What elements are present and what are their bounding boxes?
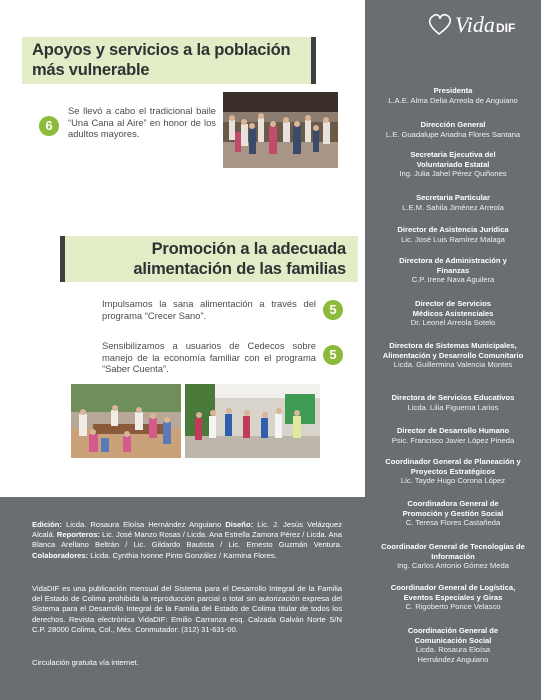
staff-name: Ing. Carlos Antonio Gómez Meda (397, 561, 509, 571)
staff-entry (369, 499, 537, 528)
staff-role: Directora de Servicios Educativos (391, 393, 515, 402)
staff-entry (369, 583, 537, 612)
section-1-title: Apoyos y servicios a la población más vulnerable (32, 41, 291, 79)
kids-exercise-photo (185, 384, 320, 458)
label-reporteros: Reporteros: (56, 530, 100, 540)
section-2-item-2-text: Sensibilizamos a usuarios de Cedecos sobre manejo de la economía familiar con el programa “Saber Cuenta”. (102, 340, 316, 375)
section-1-header (22, 37, 316, 84)
staff-name: C. Teresa Flores Castañeda (405, 518, 501, 528)
staff-entry (369, 426, 537, 445)
staff-role: Coordinador General de Logística, Eventos Especiales y Giras (390, 583, 516, 602)
staff-entry (369, 193, 537, 212)
logo-suffix: DIF (496, 21, 516, 35)
children-workshop-photo (71, 384, 181, 458)
staff-name: L.E.M. Sahila Jiménez Arreola (402, 202, 504, 212)
staff-entry (369, 457, 537, 486)
label-diseno: Diseño: (225, 520, 254, 529)
staff-name: Psic. Francisco Javier López Pineda (391, 435, 515, 445)
staff-role: Secretaria Particular (416, 193, 490, 202)
staff-name: Licda. Rosaura Eloísa Hernández Anguiano (415, 645, 491, 664)
staff-entry (369, 225, 537, 244)
staff-entry (369, 256, 537, 285)
legal-notice: VidaDIF es una publicación mensual del Sistema para el Desarrollo Integral de la Familia del Estado de Colima prohibida la reproducción parcial o total sin autorización expresa del Sistema para el Desarrollo Integral de la Familia del Estado de Colima titular de todos los derechos. Revista electrónica VidaDIF: Emilio Carranza esq. Calzada Galván Norte S/N C.P. 28000 Colima, Col., Méx. Conmutador: (312) 31-631-00. (32, 584, 342, 634)
staff-name: C. Rigoberto Ponce Velasco (405, 602, 501, 612)
item-number-badge: 6 (39, 116, 59, 136)
staff-role: Director de Servicios Médicos Asistenciales (412, 299, 494, 318)
staff-name: Lic. Tayde Hugo Corona López (400, 476, 506, 486)
staff-entry (369, 341, 537, 370)
staff-name: L.E. Guadalupe Ariadna Flores Santana (385, 129, 521, 139)
header-accent-bar (60, 236, 65, 282)
credit-reporteros: Lic. José Manzo Rosas / Licda. Ana Estrella Zamora Pérez / Licda. Ana Blanca Arellano Beltrán / Lic. Gildardo Bautista / Lic. Ernesto Guzmán Ventura. (32, 530, 342, 550)
staff-entry (369, 299, 537, 328)
staff-name: Lic. José Luis Ramírez Malaga (401, 234, 505, 244)
header-accent-bar (311, 37, 316, 84)
credit-colaboradores: Licda. Cynthia Ivonne Pinto González / Karmina Flores. (90, 550, 277, 560)
staff-name: Licda. Guillermina Valencia Montes (393, 360, 513, 370)
staff-entry (369, 120, 537, 139)
section-1-item-text: Se llevó a cabo el tradicional baile “Una Cana al Aire” en honor de los adultos mayores. (68, 105, 216, 140)
staff-name: Licda. Lilia Figueroa Larios (407, 402, 499, 412)
staff-role: Director de Desarrollo Humano (396, 426, 510, 435)
label-colaboradores: Colaboradores: (32, 550, 89, 560)
dance-event-photo (223, 92, 338, 168)
label-edicion: Edición: (32, 520, 62, 529)
section-2-header (60, 236, 358, 282)
staff-role: Coordinador General de Planeación y Proyectos Estratégicos (385, 457, 521, 476)
staff-entry (369, 542, 537, 571)
vidadif-logo (425, 10, 537, 42)
staff-role: Directora de Administración y Finanzas (399, 256, 507, 275)
staff-role: Coordinadora General de Promoción y Gestión Social (402, 499, 504, 518)
staff-role: Dirección General (420, 120, 486, 129)
staff-role: Director de Asistencia Jurídica (397, 225, 509, 234)
staff-name: L.A.E. Alma Delia Arreola de Anguiano (388, 95, 518, 105)
staff-entry (369, 86, 537, 105)
staff-role: Presidenta (433, 86, 473, 95)
credit-diseno: Lic. J. Jesús Velázquez Alcalá. (32, 520, 342, 540)
item-number-badge: 5 (323, 300, 343, 320)
staff-entry (369, 393, 537, 412)
editorial-credits (32, 520, 342, 561)
staff-role: Coordinador General de Tecnologías de Información (381, 542, 525, 561)
section-2-title: Promoción a la adecuada alimentación de las familias (133, 240, 346, 278)
staff-role: Coordinación General de Comunicación Social (407, 626, 499, 645)
staff-role: Directora de Sistemas Municipales, Alimentación y Desarrollo Comunitario (382, 341, 524, 360)
staff-entry (369, 626, 537, 664)
staff-name: Dr. Leonel Arreola Sotelo (410, 318, 496, 328)
staff-role: Secretaria Ejecutiva del Voluntariado Estatal (410, 150, 496, 169)
section-2-item-1-text: Impulsamos la sana alimentación a través del programa “Crecer Sano”. (102, 298, 316, 321)
item-number-badge: 5 (323, 345, 343, 365)
credit-edicion: Licda. Rosaura Eloísa Hernández Anguiano (66, 520, 222, 529)
logo-text: Vida (455, 12, 495, 37)
circulation-note: Circulación gratuita vía internet. (32, 658, 139, 667)
staff-entry (369, 150, 537, 179)
staff-name: C.P. Irene Nava Aguilera (411, 275, 495, 285)
staff-name: Ing. Julia Jahel Pérez Quiñones (399, 169, 507, 179)
